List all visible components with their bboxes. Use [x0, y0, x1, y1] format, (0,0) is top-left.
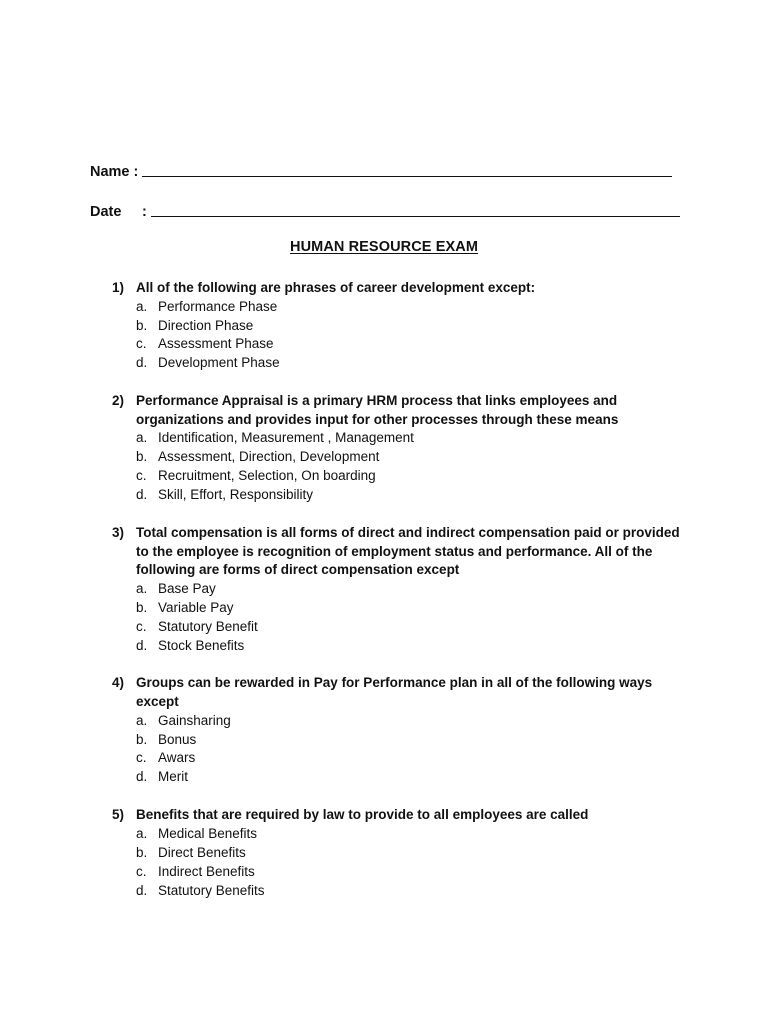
option-text: Development Phase — [158, 355, 280, 371]
exam-title — [0, 239, 768, 255]
option-text: Bonus — [158, 731, 197, 747]
date-label: Date — [90, 204, 122, 220]
option-a — [112, 712, 692, 731]
date-field — [90, 198, 680, 220]
option-d — [112, 354, 692, 373]
option-b — [112, 844, 692, 863]
option-a — [112, 429, 692, 448]
option-letter: d. — [136, 637, 148, 653]
question-list — [112, 279, 692, 919]
question-number: 2) — [112, 393, 125, 409]
question-number: 1) — [112, 280, 125, 295]
option-letter: b. — [136, 599, 148, 615]
option-text: Identification, Measurement , Management — [158, 430, 414, 446]
option-letter: b. — [136, 449, 148, 465]
option-letter: c. — [136, 863, 147, 879]
option-c — [112, 467, 692, 486]
option-c — [112, 863, 692, 882]
question-number: 4) — [112, 675, 125, 691]
option-a — [112, 298, 692, 317]
option-text: Merit — [158, 769, 188, 785]
option-text: Gainsharing — [158, 712, 231, 728]
option-letter: b. — [136, 317, 148, 333]
option-text: Base Pay — [158, 580, 216, 596]
question-text: All of the following are phrases of career development except: — [136, 280, 536, 295]
option-list — [112, 429, 692, 505]
option-d — [112, 768, 692, 787]
option-text: Statutory Benefits — [158, 882, 265, 898]
question-1 — [112, 279, 692, 373]
option-letter: c. — [136, 618, 147, 634]
option-letter: a. — [136, 712, 148, 728]
option-letter: d. — [136, 487, 148, 503]
option-list — [112, 580, 692, 656]
option-letter: c. — [136, 336, 147, 352]
option-list — [112, 712, 692, 788]
option-text: Performance Phase — [158, 298, 278, 314]
option-letter: d. — [136, 355, 148, 371]
question-text: Benefits that are required by law to provide to all employees are called — [136, 807, 589, 823]
option-d — [112, 882, 692, 901]
option-letter: a. — [136, 825, 148, 841]
option-text: Skill, Effort, Responsibility — [158, 487, 314, 503]
option-letter: b. — [136, 844, 148, 860]
option-list — [112, 825, 692, 901]
question-text: Total compensation is all forms of direct and indirect compensation paid or provided to the employee is recognition of employment status and performance. All of the following are forms of direct compensation except — [136, 525, 680, 578]
date-blank-line — [151, 215, 680, 217]
option-b — [112, 731, 692, 750]
question-4 — [112, 674, 692, 787]
option-text: Stock Benefits — [158, 637, 245, 653]
date-colon: : — [142, 204, 147, 220]
option-c — [112, 749, 692, 768]
option-b — [112, 599, 692, 618]
option-d — [112, 637, 692, 656]
option-letter: a. — [136, 430, 148, 446]
option-c — [112, 335, 692, 354]
option-b — [112, 317, 692, 336]
question-number: 5) — [112, 807, 125, 823]
name-label: Name : — [90, 164, 139, 180]
question-2 — [112, 392, 692, 505]
option-text: Direct Benefits — [158, 844, 246, 860]
option-text: Awars — [158, 750, 196, 766]
option-text: Statutory Benefit — [158, 618, 258, 634]
question-5 — [112, 806, 692, 900]
question-text: Groups can be rewarded in Pay for Performance plan in all of the following ways except — [136, 675, 653, 710]
option-text: Recruitment, Selection, On boarding — [158, 468, 376, 484]
option-text: Assessment, Direction, Development — [158, 449, 380, 465]
option-letter: d. — [136, 882, 148, 898]
option-text: Variable Pay — [158, 599, 234, 615]
option-letter: c. — [136, 468, 147, 484]
question-number: 3) — [112, 525, 125, 541]
option-letter: c. — [136, 750, 147, 766]
option-text: Direction Phase — [158, 317, 254, 333]
option-letter: a. — [136, 298, 148, 314]
option-a — [112, 580, 692, 599]
option-d — [112, 486, 692, 505]
option-text: Assessment Phase — [158, 336, 274, 352]
option-letter: d. — [136, 769, 148, 785]
option-text: Indirect Benefits — [158, 863, 255, 879]
option-letter: b. — [136, 731, 148, 747]
question-text: Performance Appraisal is a primary HRM process that links employees and organizations and provides input for other processes through these means — [136, 393, 619, 427]
exam-title-text: HUMAN RESOURCE EXAM — [290, 239, 478, 255]
option-a — [112, 825, 692, 844]
question-3 — [112, 524, 692, 655]
option-letter: a. — [136, 580, 148, 596]
name-field — [90, 158, 680, 180]
option-text: Medical Benefits — [158, 825, 258, 841]
option-list — [112, 298, 692, 374]
option-c — [112, 618, 692, 637]
option-b — [112, 448, 692, 467]
name-blank-line — [142, 175, 672, 177]
